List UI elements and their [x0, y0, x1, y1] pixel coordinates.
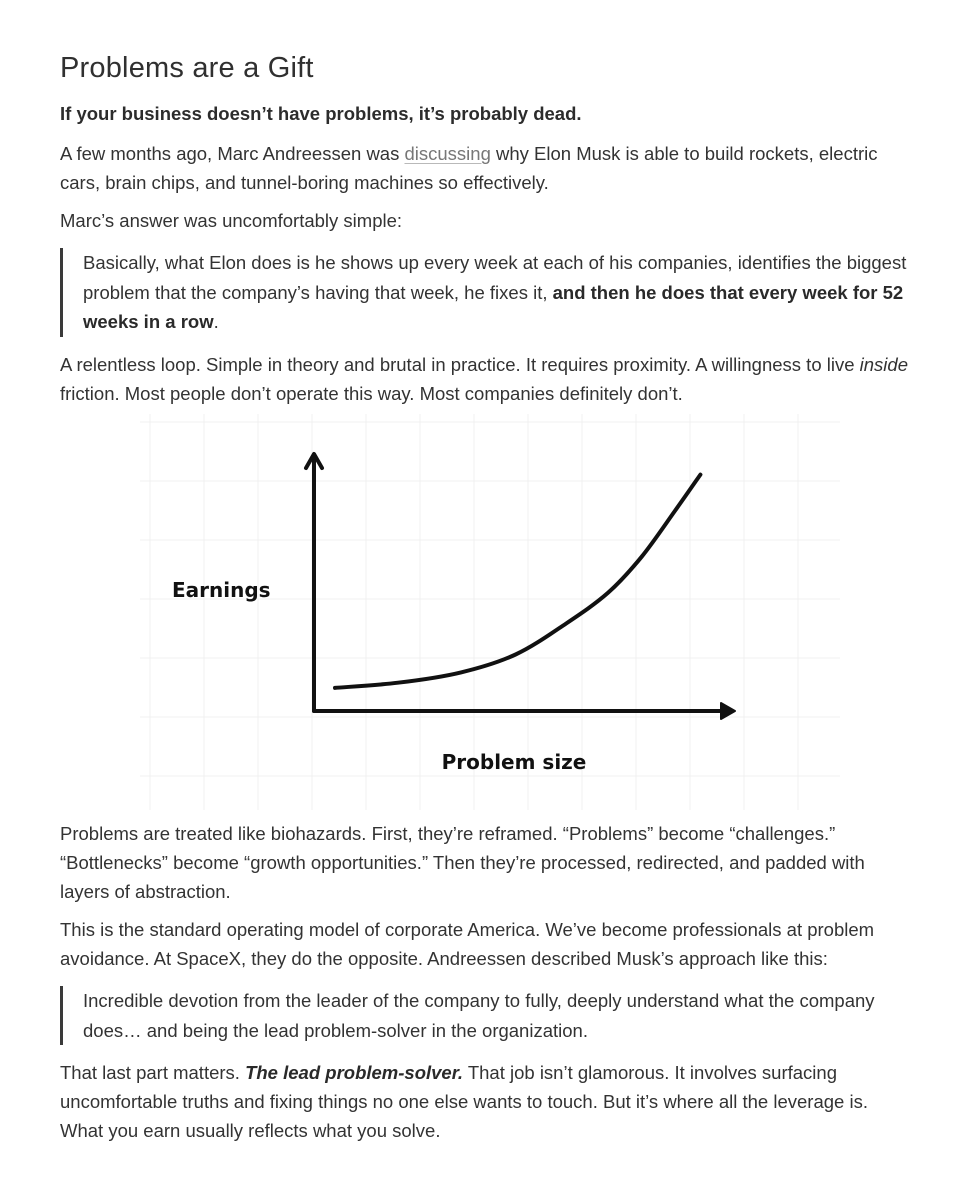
paragraph-3 [60, 350, 910, 408]
x-axis-label: Problem size [441, 750, 587, 774]
earnings-chart [140, 414, 840, 810]
paragraph-3-after: friction. Most people don’t operate this way. Most companies definitely don’t. [60, 383, 683, 404]
earnings-chart-svg [140, 414, 840, 810]
paragraph-3-italic: inside [859, 354, 908, 375]
earnings-curve [335, 475, 700, 688]
article-title: Problems are a Gift [60, 52, 314, 84]
quote-1-end: . [213, 311, 219, 332]
paragraph-3-before: A relentless loop. Simple in theory and brutal in practice. It requires proximity. A willingness to live [60, 354, 860, 375]
paragraph-6-after: That job isn’t glamorous. It involves surfacing uncomfortable truths and fixing things no one else wants to touch. But it’s where all the leverage is. What you earn usually reflects what you solve. [60, 1062, 868, 1141]
discussing-link[interactable]: discussing [404, 143, 491, 164]
paragraph-1-before: A few months ago, Marc Andreessen was [60, 143, 405, 164]
paragraph-6 [60, 1058, 910, 1145]
lead-paragraph: If your business doesn’t have problems, it’s probably dead. [60, 103, 582, 124]
paragraph-2: Marc’s answer was uncomfortably simple: [60, 210, 403, 231]
paragraph-1 [60, 139, 910, 197]
y-axis-label: Earnings [172, 578, 271, 602]
quote-1-bold: and then he does that every week for 52 weeks in a row [83, 281, 904, 332]
paragraph-1-after: why Elon Musk is able to build rockets, electric cars, brain chips, and tunnel-boring machines so effectively. [60, 143, 878, 193]
blockquote-2: Incredible devotion from the leader of the company to fully, deeply understand what the company does… and being the lead problem-solver in the organization. [60, 986, 923, 1045]
quote-1-text: Basically, what Elon does is he shows up every week at each of his companies, identifies the biggest problem that the company’s having that week, he fixes it, [83, 252, 907, 303]
blockquote-1 [60, 248, 923, 337]
paragraph-6-emphasis: The lead problem-solver. [245, 1062, 464, 1083]
paragraph-6-before: That last part matters. [60, 1062, 246, 1083]
paragraph-5: This is the standard operating model of corporate America. We’ve become professionals at problem avoidance. At SpaceX, they do the opposite. Andreessen described Musk’s approach like this: [60, 919, 875, 969]
paragraph-4: Problems are treated like biohazards. First, they’re reframed. “Problems” become “challenges.” “Bottlenecks” become “growth opportunities.” Then they’re processed, redirected, and padded with layers of abstraction. [60, 823, 865, 902]
